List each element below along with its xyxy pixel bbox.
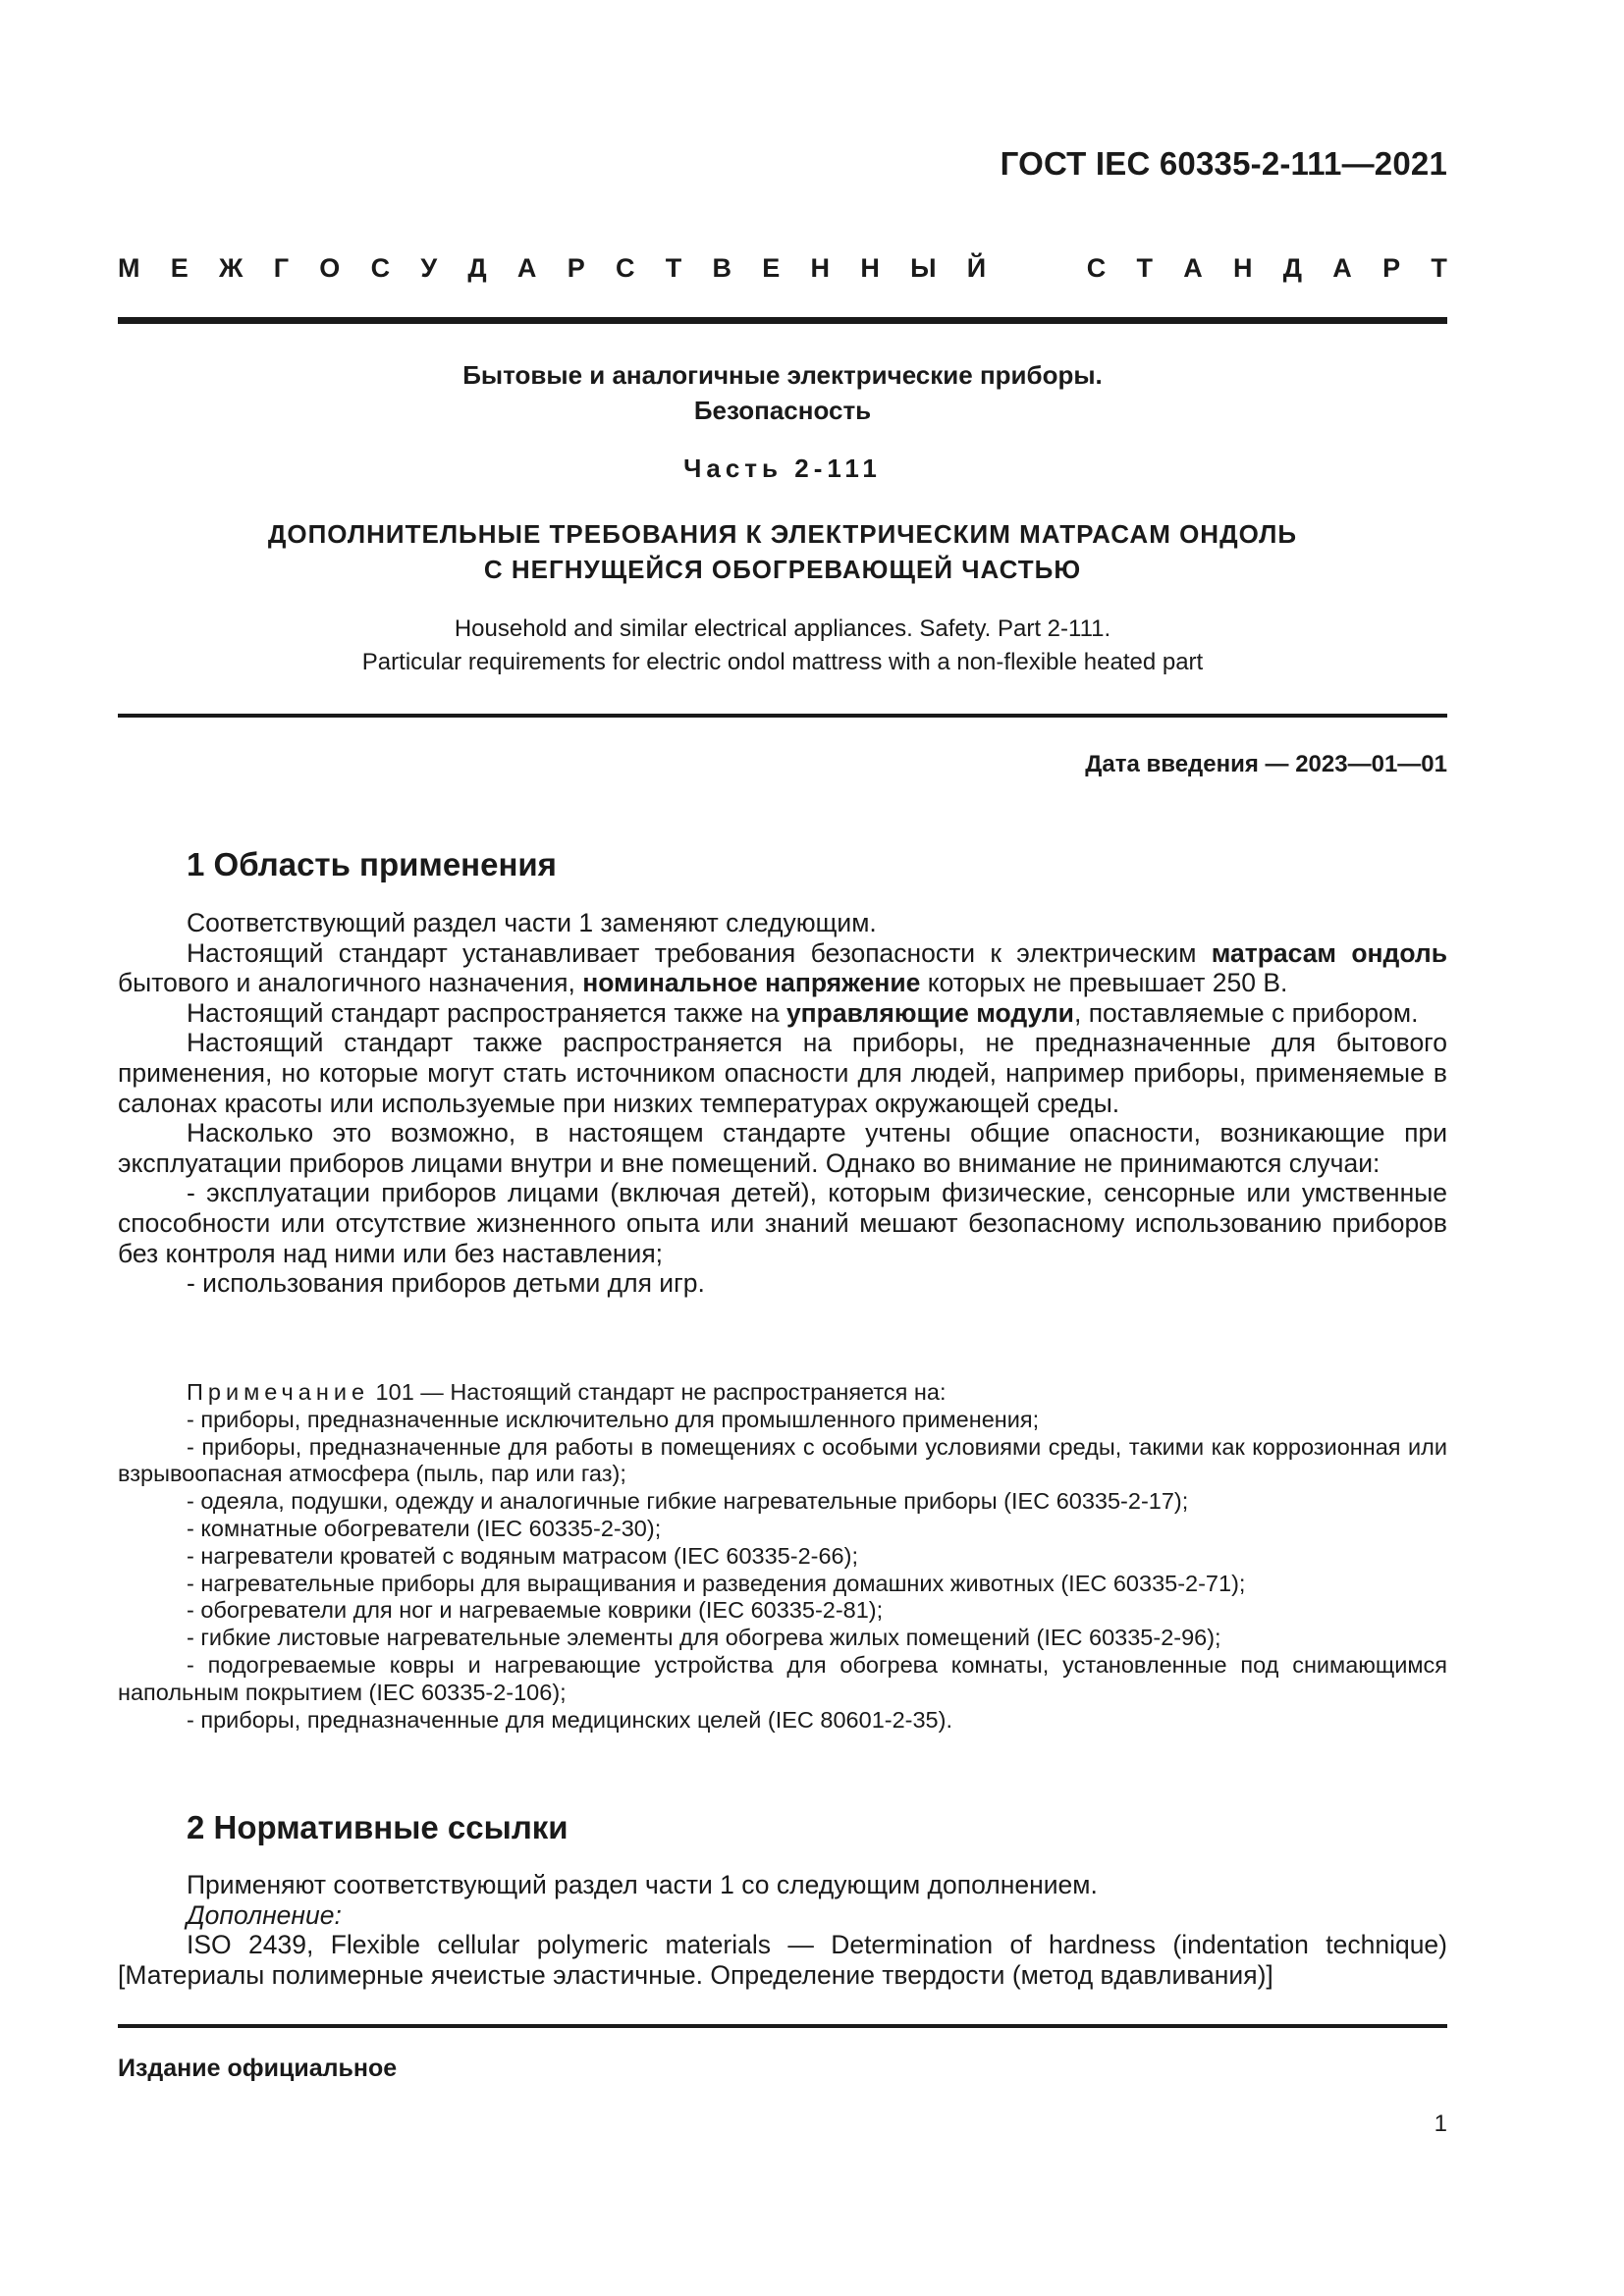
banner-letter: Е [170, 253, 189, 283]
banner-letter: Е [762, 253, 781, 283]
section-2-heading: 2 Нормативные ссылки [187, 1809, 568, 1845]
note-item: - обогреватели для ног и нагреваемые коврики (IEC 60335-2-81); [187, 1597, 884, 1624]
addition-label: Дополнение: [187, 1899, 342, 1930]
subtitle-line: С НЕГНУЩЕЙСЯ ОБОГРЕВАЮЩЕЙ ЧАСТЬЮ [483, 555, 1082, 584]
section-1-heading: 1 Область применения [187, 846, 557, 882]
banner-letter: Д [467, 253, 487, 283]
note-item: - подогреваемые ковры и нагревающие устройства для обогрева комнаты, установленные под снимающимся напольным покрытием (IEC 60335-2-106); [118, 1651, 1447, 1705]
term-bold: матрасам ондоль [1211, 937, 1448, 968]
text-run: бытового и аналогичного назначения, [118, 968, 583, 998]
title-english [118, 613, 1447, 679]
footer-divider [118, 2024, 1447, 2028]
banner-letter: М [118, 253, 140, 283]
banner-letter: Н [1233, 253, 1253, 283]
paragraph: Настоящий стандарт также распространяется на приборы, не предназначенные для бытового применения, но которые могут стать источником опасности для людей, например приборы, применяемые в салонах красоты или используемые при низких температурах окружающей среды. [118, 1028, 1447, 1118]
title-divider [118, 714, 1447, 718]
title-russian [118, 357, 1447, 428]
section-1-body [118, 908, 1447, 1299]
banner-letter: Ж [219, 253, 244, 283]
subtitle-russian [118, 516, 1447, 587]
term-bold: управляющие модули [785, 997, 1074, 1028]
term-bold: номинальное напряжение [582, 968, 921, 998]
banner-letter: Д [1282, 253, 1303, 283]
note-101 [118, 1379, 1447, 1734]
banner-letter: Н [860, 253, 880, 283]
paragraph: Насколько это возможно, в настоящем стандарте учтены общие опасности, возникающие при эксплуатации приборов лицами внутри и вне помещений. Однако во внимание не принимаются случаи: [118, 1118, 1447, 1178]
reference-entry: ISO 2439, Flexible cellular polymeric materials — Determination of hardness (indentation technique) [Материалы полимерные ячеистые эластичные. Определение твердости (метод вдавливания)] [118, 1930, 1447, 1990]
note-item: - приборы, предназначенные для медицинских целей (IEC 80601-2-35). [187, 1706, 952, 1733]
banner-letter: У [420, 253, 438, 283]
banner-gap [1016, 253, 1056, 284]
list-item: - использования приборов детьми для игр. [187, 1268, 705, 1299]
paragraph: Соответствующий раздел части 1 заменяют следующим. [187, 908, 877, 937]
note-item: - нагреватели кроватей с водяным матрасом (IEC 60335-2-66); [187, 1542, 858, 1569]
standard-code: ГОСТ IEC 60335-2-111—2021 [1000, 145, 1447, 182]
list-item: - эксплуатации приборов лицами (включая детей), которым физические, сенсорные или умственные способности или отсутствие жизненного опыта или знаний мешают безопасному использованию приборов без контроля над ними или без наставления; [118, 1178, 1447, 1268]
header-divider [118, 317, 1447, 324]
banner-letter: Т [1431, 253, 1447, 283]
banner-letter: Г [273, 253, 290, 283]
note-item: - одеяла, подушки, одежду и аналогичные гибкие нагревательные приборы (IEC 60335-2-17); [187, 1488, 1189, 1515]
paragraph [118, 938, 1447, 998]
section-2-body [118, 1870, 1447, 1990]
note-text: 101 — Настоящий стандарт не распространяется на: [369, 1379, 947, 1405]
paragraph [118, 998, 1447, 1029]
banner-letter: В [712, 253, 731, 283]
title-line: Бытовые и аналогичные электрические приборы. [462, 360, 1103, 390]
note-item: - нагревательные приборы для выращивания и разведения домашних животных (IEC 60335-2-71); [187, 1570, 1246, 1596]
introduction-date: Дата введения — 2023—01—01 [1085, 751, 1447, 777]
title-english-line: Particular requirements for electric ondol mattress with a non-flexible heated part [361, 649, 1204, 675]
title-english-line: Household and similar electrical appliances. Safety. Part 2-111. [454, 615, 1111, 642]
title-line: Безопасность [693, 396, 872, 425]
banner-letter: Т [1136, 253, 1153, 283]
banner-letter: А [1332, 253, 1352, 283]
interstate-standard-banner [118, 253, 1447, 284]
banner-letter: С [370, 253, 391, 283]
paragraph: Применяют соответствующий раздел части 1 со следующим дополнением. [187, 1870, 1098, 1899]
text-run: которых не превышает 250 В. [920, 968, 1288, 998]
note-item: - приборы, предназначенные исключительно для промышленного применения; [187, 1406, 1040, 1432]
text-run: Настоящий стандарт устанавливает требования безопасности к электрическим [187, 937, 1212, 968]
banner-letter: А [1183, 253, 1203, 283]
banner-letter: Т [665, 253, 682, 283]
note-intro [118, 1379, 1447, 1407]
note-item: - гибкие листовые нагревательные элементы для обогрева жилых помещений (IEC 60335-2-96); [187, 1625, 1221, 1651]
banner-letter: Ы [910, 253, 937, 283]
note-item: - комнатные обогреватели (IEC 60335-2-30); [187, 1515, 662, 1541]
subtitle-line: ДОПОЛНИТЕЛЬНЫЕ ТРЕБОВАНИЯ К ЭЛЕКТРИЧЕСКИМ МАТРАСАМ ОНДОЛЬ [267, 519, 1298, 549]
note-item: - приборы, предназначенные для работы в помещениях с особыми условиями среды, такими как коррозионная или взрывоопасная атмосфера (пыль, пар или газ); [118, 1433, 1447, 1487]
note-label: Примечание [187, 1379, 370, 1405]
text-run: Настоящий стандарт распространяется также на [187, 997, 786, 1028]
banner-letter: А [516, 253, 537, 283]
official-edition-label: Издание официальное [118, 2055, 398, 2082]
page-number: 1 [1434, 2110, 1447, 2137]
banner-letter: С [615, 253, 635, 283]
banner-letter: Й [966, 253, 987, 283]
part-number: Часть 2-111 [683, 454, 882, 483]
banner-letter: Н [810, 253, 831, 283]
banner-letter: Р [567, 253, 585, 283]
banner-letter: С [1086, 253, 1107, 283]
banner-letter: О [319, 253, 341, 283]
text-run: , поставляемые с прибором. [1073, 997, 1419, 1028]
banner-letter: Р [1382, 253, 1401, 283]
